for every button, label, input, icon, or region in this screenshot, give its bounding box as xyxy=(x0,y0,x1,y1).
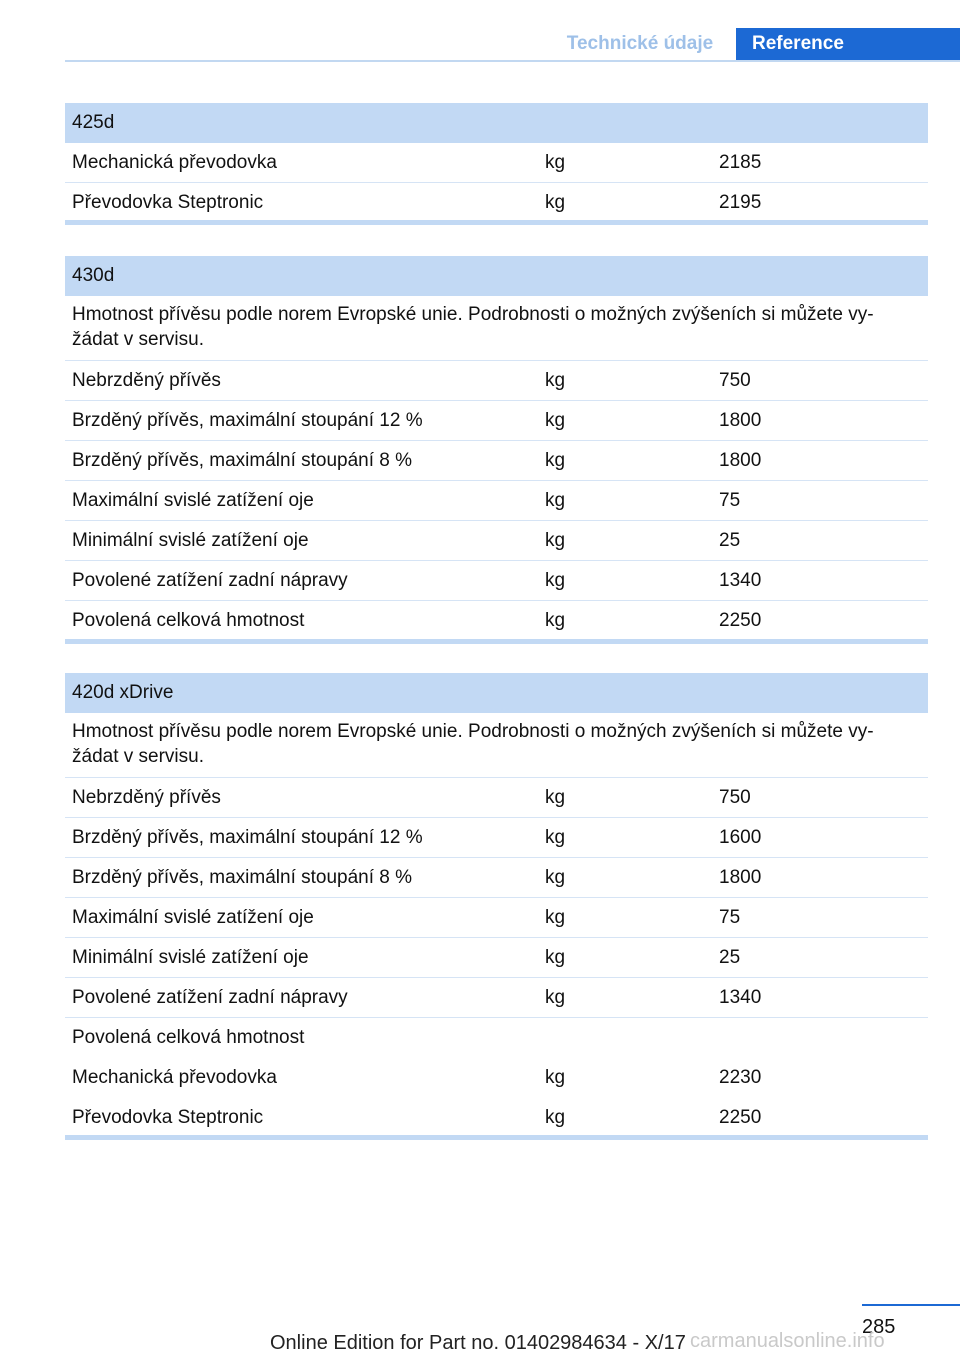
row-unit: kg xyxy=(545,570,566,591)
table-end-bar xyxy=(65,639,928,644)
table-row xyxy=(65,858,928,898)
row-value: 2250 xyxy=(719,610,762,631)
row-unit: kg xyxy=(545,610,566,631)
row-value: 2185 xyxy=(719,152,762,173)
table-end-bar xyxy=(65,220,928,225)
row-value: 25 xyxy=(719,530,741,551)
table-title: 425d xyxy=(65,103,928,143)
row-label: Brzděný přívěs, maximální stoupání 12 % xyxy=(72,827,423,848)
row-label: Nebrzděný přívěs xyxy=(72,787,221,808)
row-value: 2250 xyxy=(719,1107,762,1128)
row-value: 750 xyxy=(719,370,751,391)
row-unit: kg xyxy=(545,152,566,173)
row-unit: kg xyxy=(545,827,566,848)
table-row xyxy=(65,1098,928,1135)
row-label: Povolené zatížení zadní nápravy xyxy=(72,570,348,591)
row-unit: kg xyxy=(545,490,566,511)
row-unit: kg xyxy=(545,867,566,888)
table-row xyxy=(65,183,928,220)
row-label: Maximální svislé zatížení oje xyxy=(72,490,314,511)
row-unit: kg xyxy=(545,450,566,471)
row-unit: kg xyxy=(545,370,566,391)
row-label: Mechanická převodovka xyxy=(72,152,277,173)
table-430d xyxy=(65,256,928,644)
row-label: Povolená celková hmotnost xyxy=(72,610,305,631)
row-value: 1800 xyxy=(719,867,762,888)
row-value: 25 xyxy=(719,947,741,968)
table-row xyxy=(65,938,928,978)
row-value: 1340 xyxy=(719,570,762,591)
row-label: Brzděný přívěs, maximální stoupání 8 % xyxy=(72,450,413,471)
row-label: Převodovka Steptronic xyxy=(72,192,264,213)
header-chapter-tab[interactable]: Reference xyxy=(736,28,960,60)
header-rule xyxy=(65,60,960,62)
table-row xyxy=(65,818,928,858)
row-unit: kg xyxy=(545,1107,566,1128)
row-value: 2195 xyxy=(719,192,762,213)
row-unit: kg xyxy=(545,907,566,928)
table-420d-xdrive xyxy=(65,673,928,1140)
page-number: 285 xyxy=(862,1316,896,1338)
row-unit: kg xyxy=(545,530,566,551)
table-row xyxy=(65,143,928,183)
row-label: Brzděný přívěs, maximální stoupání 8 % xyxy=(72,867,413,888)
row-unit: kg xyxy=(545,987,566,1008)
row-label: Převodovka Steptronic xyxy=(72,1107,264,1128)
table-row xyxy=(65,601,928,639)
row-value: 750 xyxy=(719,787,751,808)
table-425d xyxy=(65,103,928,225)
row-unit: kg xyxy=(545,192,566,213)
table-row xyxy=(65,561,928,601)
row-unit: kg xyxy=(545,787,566,808)
watermark: carmanualsonline.info xyxy=(690,1330,885,1352)
table-row xyxy=(65,441,928,481)
row-unit: kg xyxy=(545,1067,566,1088)
table-title: 420d xDrive xyxy=(65,673,928,713)
table-row xyxy=(65,1058,928,1098)
table-row xyxy=(65,778,928,818)
row-label: Povolené zatížení zadní nápravy xyxy=(72,987,348,1008)
header-section-tab[interactable]: Technické údaje xyxy=(566,33,714,54)
footer-edition: Online Edition for Part no. 01402984634 - X/17 xyxy=(270,1332,686,1354)
table-note: Hmotnost přívěsu podle norem Evropské unie. Podrobnosti o možných zvýšeních si můžete vy-žádat v servisu. xyxy=(65,296,928,361)
row-label: Minimální svislé zatížení oje xyxy=(72,530,309,551)
row-value: 75 xyxy=(719,490,741,511)
row-value: 2230 xyxy=(719,1067,762,1088)
table-row xyxy=(65,978,928,1018)
table-row xyxy=(65,898,928,938)
table-row xyxy=(65,401,928,441)
table-row xyxy=(65,1018,928,1058)
row-label: Minimální svislé zatížení oje xyxy=(72,947,309,968)
row-value: 1600 xyxy=(719,827,762,848)
row-value: 75 xyxy=(719,907,741,928)
row-label: Mechanická převodovka xyxy=(72,1067,277,1088)
table-row xyxy=(65,521,928,561)
row-unit: kg xyxy=(545,947,566,968)
table-note: Hmotnost přívěsu podle norem Evropské unie. Podrobnosti o možných zvýšeních si můžete vy-žádat v servisu. xyxy=(65,713,928,778)
table-row xyxy=(65,481,928,521)
row-label: Nebrzděný přívěs xyxy=(72,370,221,391)
table-end-bar xyxy=(65,1135,928,1140)
row-label: Maximální svislé zatížení oje xyxy=(72,907,314,928)
row-value: 1340 xyxy=(719,987,762,1008)
footer-rule xyxy=(862,1304,960,1306)
row-value: 1800 xyxy=(719,450,762,471)
row-value: 1800 xyxy=(719,410,762,431)
row-label: Brzděný přívěs, maximální stoupání 12 % xyxy=(72,410,423,431)
table-title: 430d xyxy=(65,256,928,296)
table-row xyxy=(65,361,928,401)
row-unit: kg xyxy=(545,410,566,431)
row-label: Povolená celková hmotnost xyxy=(72,1027,305,1048)
